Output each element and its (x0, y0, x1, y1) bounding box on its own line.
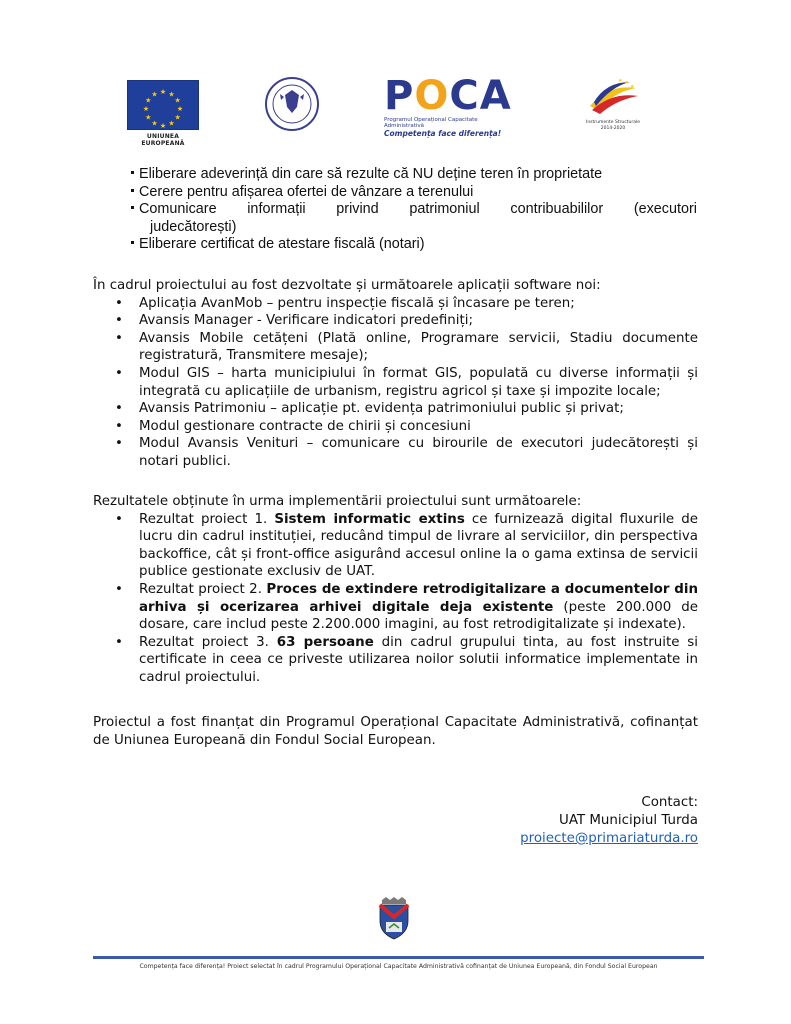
footer-divider (93, 956, 704, 959)
poca-logo (384, 73, 514, 138)
svg-text:★: ★ (168, 119, 175, 128)
svg-text:★: ★ (618, 78, 623, 84)
list-item: • Rezultat proiect 3. 63 persoane din cadrul grupului tinta, au fost instruite si certificate in ceea ce priveste utilizarea noilor solutii informatice implementate in cadrul proiectului. (115, 634, 699, 685)
logos-header (0, 73, 791, 147)
bullet-icon: • (115, 634, 123, 650)
svg-text:★: ★ (624, 80, 629, 86)
list-item: Eliberare adeverință din care să rezulte că NU deține teren în proprietate (131, 166, 697, 184)
instrumente-structurale-years: 2014-2020 (600, 126, 626, 131)
government-seal-icon (264, 76, 320, 132)
instrumente-structurale-icon (584, 76, 642, 116)
bullet-icon: • (115, 330, 123, 346)
bullet-icon: • (115, 511, 123, 527)
eu-caption: UNIUNEA EUROPEANĂ (141, 133, 185, 147)
list-item: • Aplicația AvanMob – pentru inspecție fiscală și încasare pe teren; (115, 295, 575, 311)
bullet-icon: • (115, 401, 123, 417)
footer-text: Competența face diferența! Proiect selectat în cadrul Programului Operațional Capacitate Administrativă cofinanțat de Uniunea Europeană, din Fondul Social European (139, 963, 658, 970)
svg-text:★: ★ (176, 105, 184, 113)
poca-wordmark: POCA (384, 73, 512, 119)
list-item: • Modul GIS – harta municipiului în format GIS, populată cu diverse informații și integrată cu aplicațiile de urbanism, registru agricol și taxe și impozite locale; (115, 365, 698, 399)
list-item: Eliberare certificat de atestare fiscală (notari) (131, 236, 697, 254)
poca-subtitle: Programul Operațional Capacitate Administrativă (384, 117, 478, 129)
list-item: • Modul gestionare contracte de chirii și concesiuni (115, 418, 471, 434)
contact-block (520, 794, 698, 848)
contact-org: UAT Municipiul Turda (559, 813, 698, 828)
list-item-continuation: judecătorești) (150, 218, 237, 235)
turda-crest-icon (376, 896, 412, 940)
svg-text:★: ★ (151, 119, 158, 128)
svg-text:★: ★ (159, 122, 167, 129)
results-section (93, 493, 698, 687)
list-item: Cerere pentru afișarea ofertei de vânzare a terenului (131, 184, 697, 202)
results-list (93, 511, 698, 687)
government-seal (264, 76, 320, 132)
svg-text:★: ★ (151, 90, 158, 99)
contact-email-link[interactable]: proiecte@primariaturda.ro (520, 831, 698, 846)
list-item: • Avansis Manager - Verificare indicatori predefiniți; (115, 313, 473, 329)
apps-intro: În cadrul proiectului au fost dezvoltate și următoarele aplicații software noi: (93, 278, 601, 293)
apps-section (93, 277, 698, 471)
bullet-icon: • (115, 313, 123, 329)
list-item: • Rezultat proiect 1. Sistem informatic extins ce furnizează digital fluxurile de lucru din cadrul instituției, reducând timpul de livrare al serviciilor, din perspectiva backoffice, cât și front-office asigurând accesul online la o gama extinsa de servicii publice gestionate exclusiv de UAT. (115, 511, 698, 580)
svg-text:★: ★ (168, 90, 175, 99)
bullet-icon: • (115, 418, 123, 434)
services-list (131, 166, 697, 254)
svg-text:★: ★ (145, 113, 152, 122)
bullet-icon: • (115, 295, 123, 311)
funding-section (93, 714, 698, 749)
eu-logo (127, 80, 199, 147)
svg-text:★: ★ (142, 105, 150, 113)
list-item: • Avansis Mobile cetățeni (Plată online, Programare servicii, Stadiu documente registratură, Transmitere mesaje); (115, 330, 698, 364)
svg-text:★: ★ (174, 96, 181, 105)
svg-text:★: ★ (174, 113, 181, 122)
instrumente-structurale-caption: Instrumente Structurale (586, 120, 640, 125)
svg-text:★: ★ (630, 84, 635, 90)
results-intro: Rezultatele obținute în urma implementării proiectului sunt următoarele: (93, 494, 582, 509)
list-item: Comunicare informații privind patrimoniul contribuabililor (executori (131, 201, 697, 219)
eu-flag-icon (127, 80, 199, 130)
funding-text: Proiectul a fost finanțat din Programul Operațional Capacitate Administrativă, cofinanțat de Uniunea Europeană din Fondul Social European. (93, 715, 698, 748)
svg-text:★: ★ (159, 88, 167, 96)
svg-text:★: ★ (145, 96, 152, 105)
instrumente-structurale-logo (584, 76, 642, 132)
bullet-icon: • (115, 365, 123, 381)
list-item: • Avansis Patrimoniu – aplicație pt. evidența patrimoniului public și privat; (115, 401, 624, 417)
list-item: • Modul Avansis Venituri – comunicare cu birourile de executori judecătorești și notari publici. (115, 436, 698, 469)
apps-list (93, 295, 698, 471)
bullet-icon: • (115, 581, 123, 597)
contact-label: Contact: (641, 795, 698, 810)
list-item: • Rezultat proiect 2. Proces de extindere retrodigitalizare a documentelor din arhiva și ocerizarea arhivei digitale deja existente (peste 200.000 de dosare, care includ peste 2.200.000 imagini, au fost retrodigitalizate și indexate). (115, 581, 699, 633)
poca-motto: Competența face diferența! (384, 129, 502, 138)
bullet-icon: • (115, 436, 123, 452)
